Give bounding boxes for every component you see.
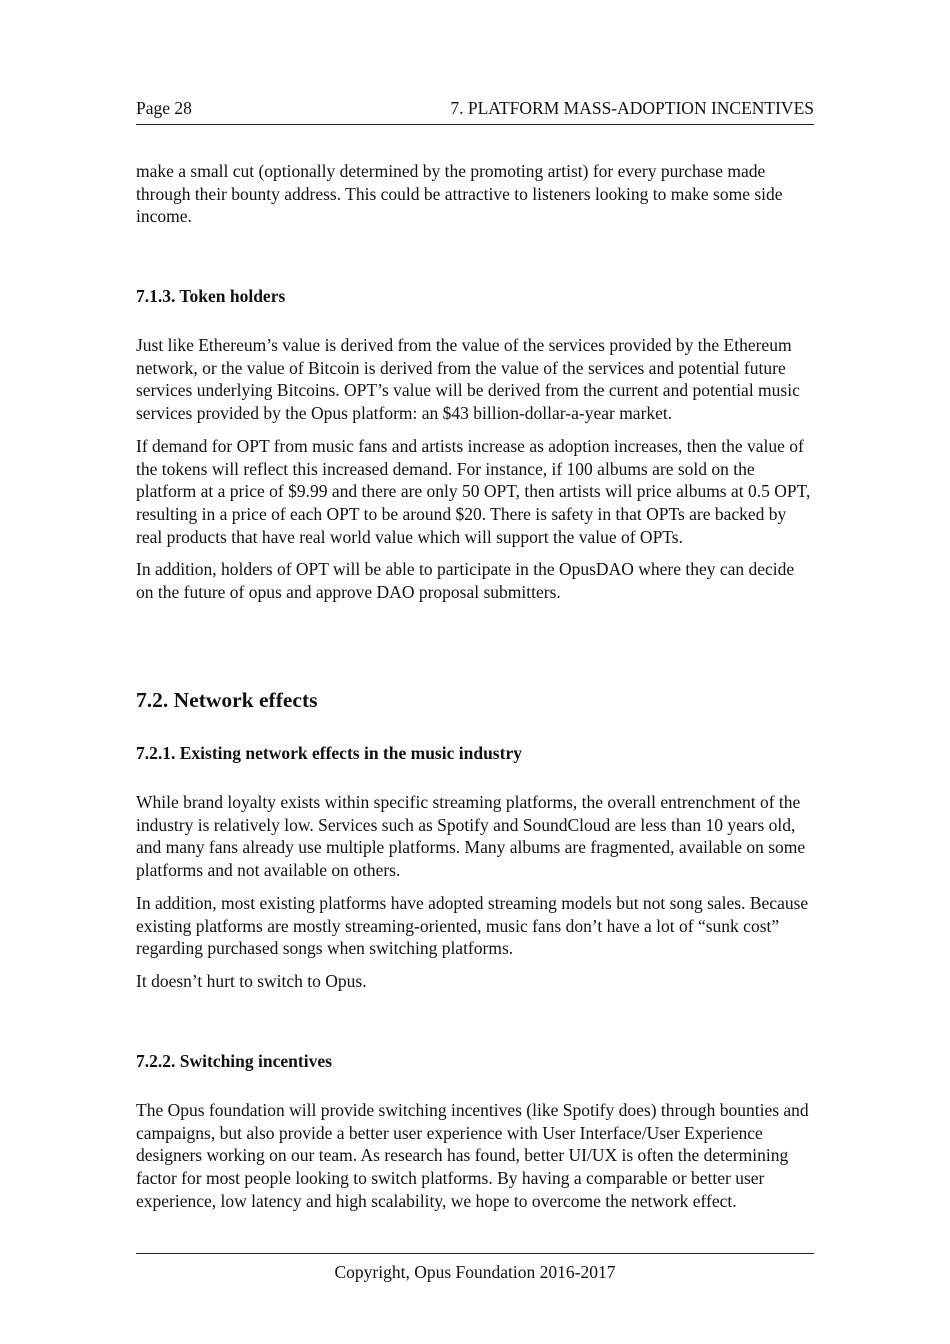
section-7-2-1-body [136,791,814,993]
paragraph: While brand loyalty exists within specific streaming platforms, the overall entrenchment of the industry is relatively low. Services such as Spotify and SoundCloud are less than 10 years old, and many fans already use multiple platforms. Many albums are fragmented, available on some platforms and not available on others. [136,792,806,881]
heading-7-2-1: 7.2.1. Existing network effects in the music industry [136,743,522,763]
paragraph: The Opus foundation will provide switching incentives (like Spotify does) through bounties and campaigns, but also provide a better user experience with User Interface/User Experience designers working on our team. As research has found, better UI/UX is often the determining factor for most people looking to switch platforms. By having a comparable or better user experience, low latency and high scalability, we hope to overcome the network effect. [136,1100,809,1211]
footer-copyright: Copyright, Opus Foundation 2016-2017 [334,1262,616,1282]
paragraph: Just like Ethereum’s value is derived from the value of the services provided by the Ethereum network, or the value of Bitcoin is derived from the value of the services and potential future services underlying Bitcoins. OPT’s value will be derived from the current and potential music services provided by the Opus platform: an $43 billion-dollar-a-year market. [136,335,800,424]
heading-7-2: 7.2. Network effects [136,688,318,712]
chapter-title: 7. PLATFORM MASS-ADOPTION INCENTIVES [450,98,814,118]
section-7-2-2-body [136,1099,814,1213]
heading-7-2-2: 7.2.2. Switching incentives [136,1051,332,1071]
paragraph: In addition, holders of OPT will be able to participate in the OpusDAO where they can decide on the future of opus and approve DAO proposal submitters. [136,559,795,603]
section-7-1-3-body [136,334,814,604]
paragraph: If demand for OPT from music fans and artists increase as adoption increases, then the value of the tokens will reflect this increased demand. For instance, if 100 albums are sold on the platform at a price of $9.99 and there are only 50 OPT, then artists will price albums at 0.5 OPT, resulting in a price of each OPT to be around $20. There is safety in that OPTs are backed by real products that have real world value which will support the value of OPTs. [136,435,811,547]
heading-7-1-3: 7.1.3. Token holders [136,286,286,306]
footer-divider [136,1253,814,1254]
page-number: Page 28 [136,98,192,118]
intro-paragraph: make a small cut (optionally determined by the promoting artist) for every purchase made through their bounty address. This could be attractive to listeners looking to make some side income. [136,161,783,227]
intro-paragraph-block [136,160,814,228]
paragraph: In addition, most existing platforms have adopted streaming models but not song sales. Because existing platforms are mostly streaming-oriented, music fans don’t have a lot of “sunk cost” regarding purchased songs when switching platforms. [136,892,809,959]
paragraph: It doesn’t hurt to switch to Opus. [136,970,367,991]
running-header [136,98,814,125]
